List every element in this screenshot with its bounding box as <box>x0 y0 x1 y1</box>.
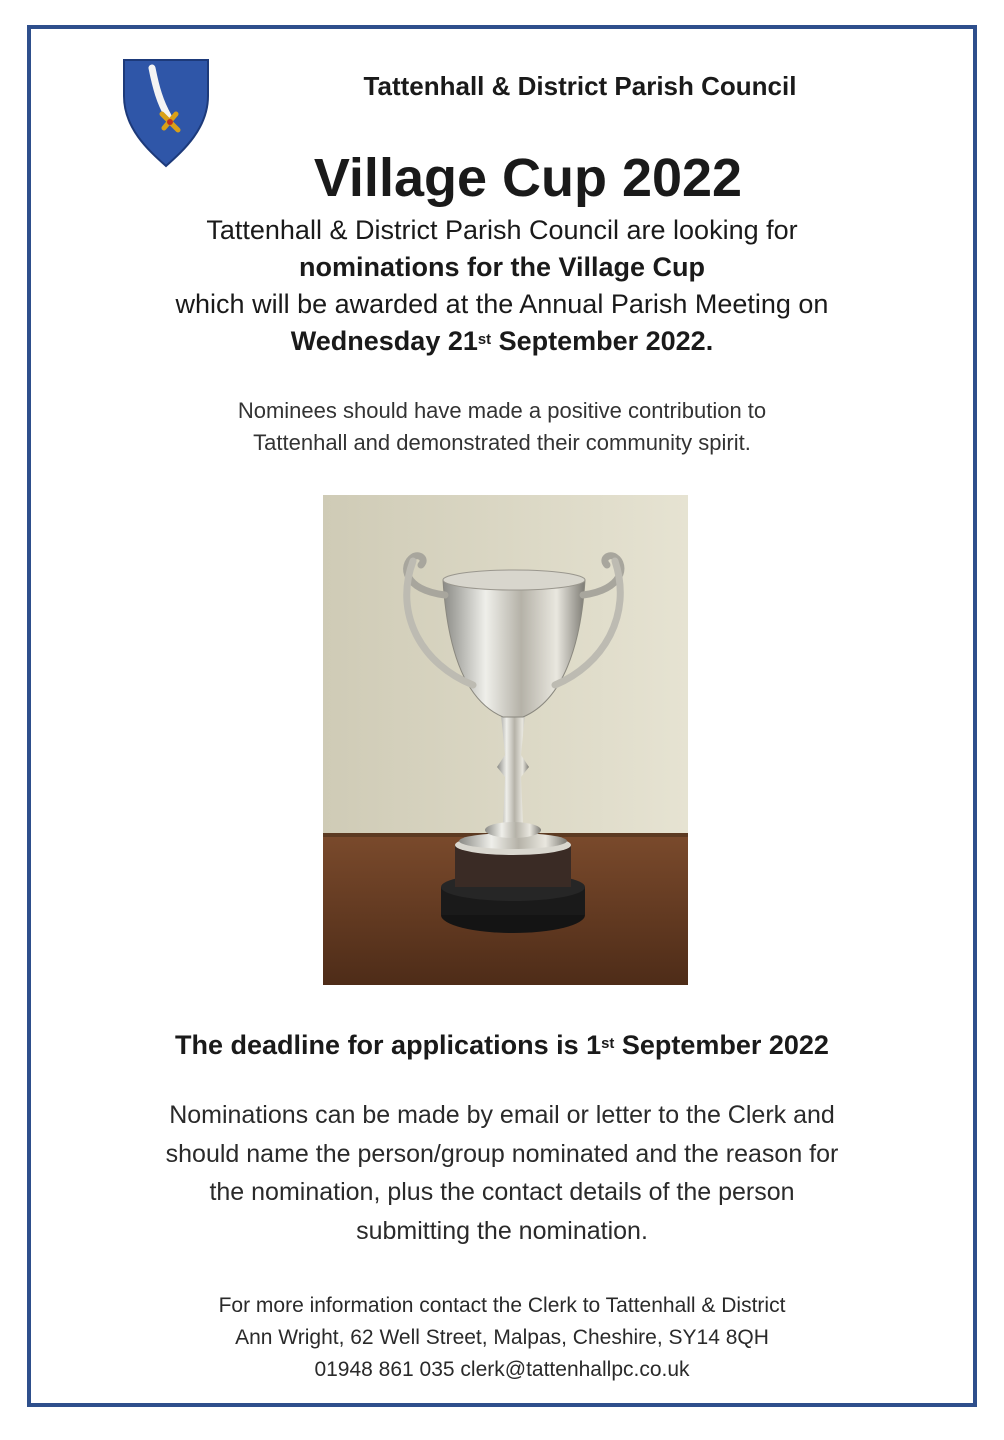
deadline-ordinal: st <box>601 1035 615 1052</box>
instructions-line-1: Nominations can be made by email or letter to the Clerk and <box>169 1101 835 1129</box>
intro-line-2: nominations for the Village Cup <box>298 252 706 282</box>
meeting-date <box>0 323 1004 360</box>
instructions-line-2: should name the person/group nominated and the reason for <box>165 1139 839 1168</box>
contact-line-1: For more information contact the Clerk to Tattenhall & District <box>218 1294 786 1317</box>
council-name: Tattenhall & District Parish Council <box>363 71 797 101</box>
trophy-photo <box>323 495 688 985</box>
criteria-line-1: Nominees should have made a positive contribution to <box>237 398 767 423</box>
deadline-prefix: The deadline for applications is 1 <box>175 1030 602 1060</box>
intro-line-3: which will be awarded at the Annual Parish Meeting on <box>175 289 829 319</box>
intro-text <box>0 212 1004 360</box>
deadline-rest: September 2022 <box>614 1030 829 1060</box>
intro-line-1: Tattenhall & District Parish Council are looking for <box>206 215 798 245</box>
contact-address: Ann Wright, 62 Well Street, Malpas, Cheshire, SY14 8QH <box>235 1326 769 1349</box>
page-title: Village Cup 2022 <box>313 148 743 208</box>
meeting-date-ordinal: st <box>477 331 492 348</box>
meeting-date-prefix: Wednesday 21 <box>290 326 478 356</box>
contact-phone-email: 01948 861 035 clerk@tattenhallpc.co.uk <box>314 1358 690 1381</box>
nomination-instructions <box>0 1096 1004 1250</box>
contact-info <box>0 1290 1004 1386</box>
criteria-line-2: Tattenhall and demonstrated their community spirit. <box>253 430 751 455</box>
criteria-text <box>0 395 1004 459</box>
instructions-line-3: the nomination, plus the contact details of the person <box>209 1178 795 1206</box>
instructions-line-4: submitting the nomination. <box>356 1216 648 1245</box>
deadline-text <box>0 1026 1004 1064</box>
meeting-date-rest: September 2022. <box>491 326 714 356</box>
